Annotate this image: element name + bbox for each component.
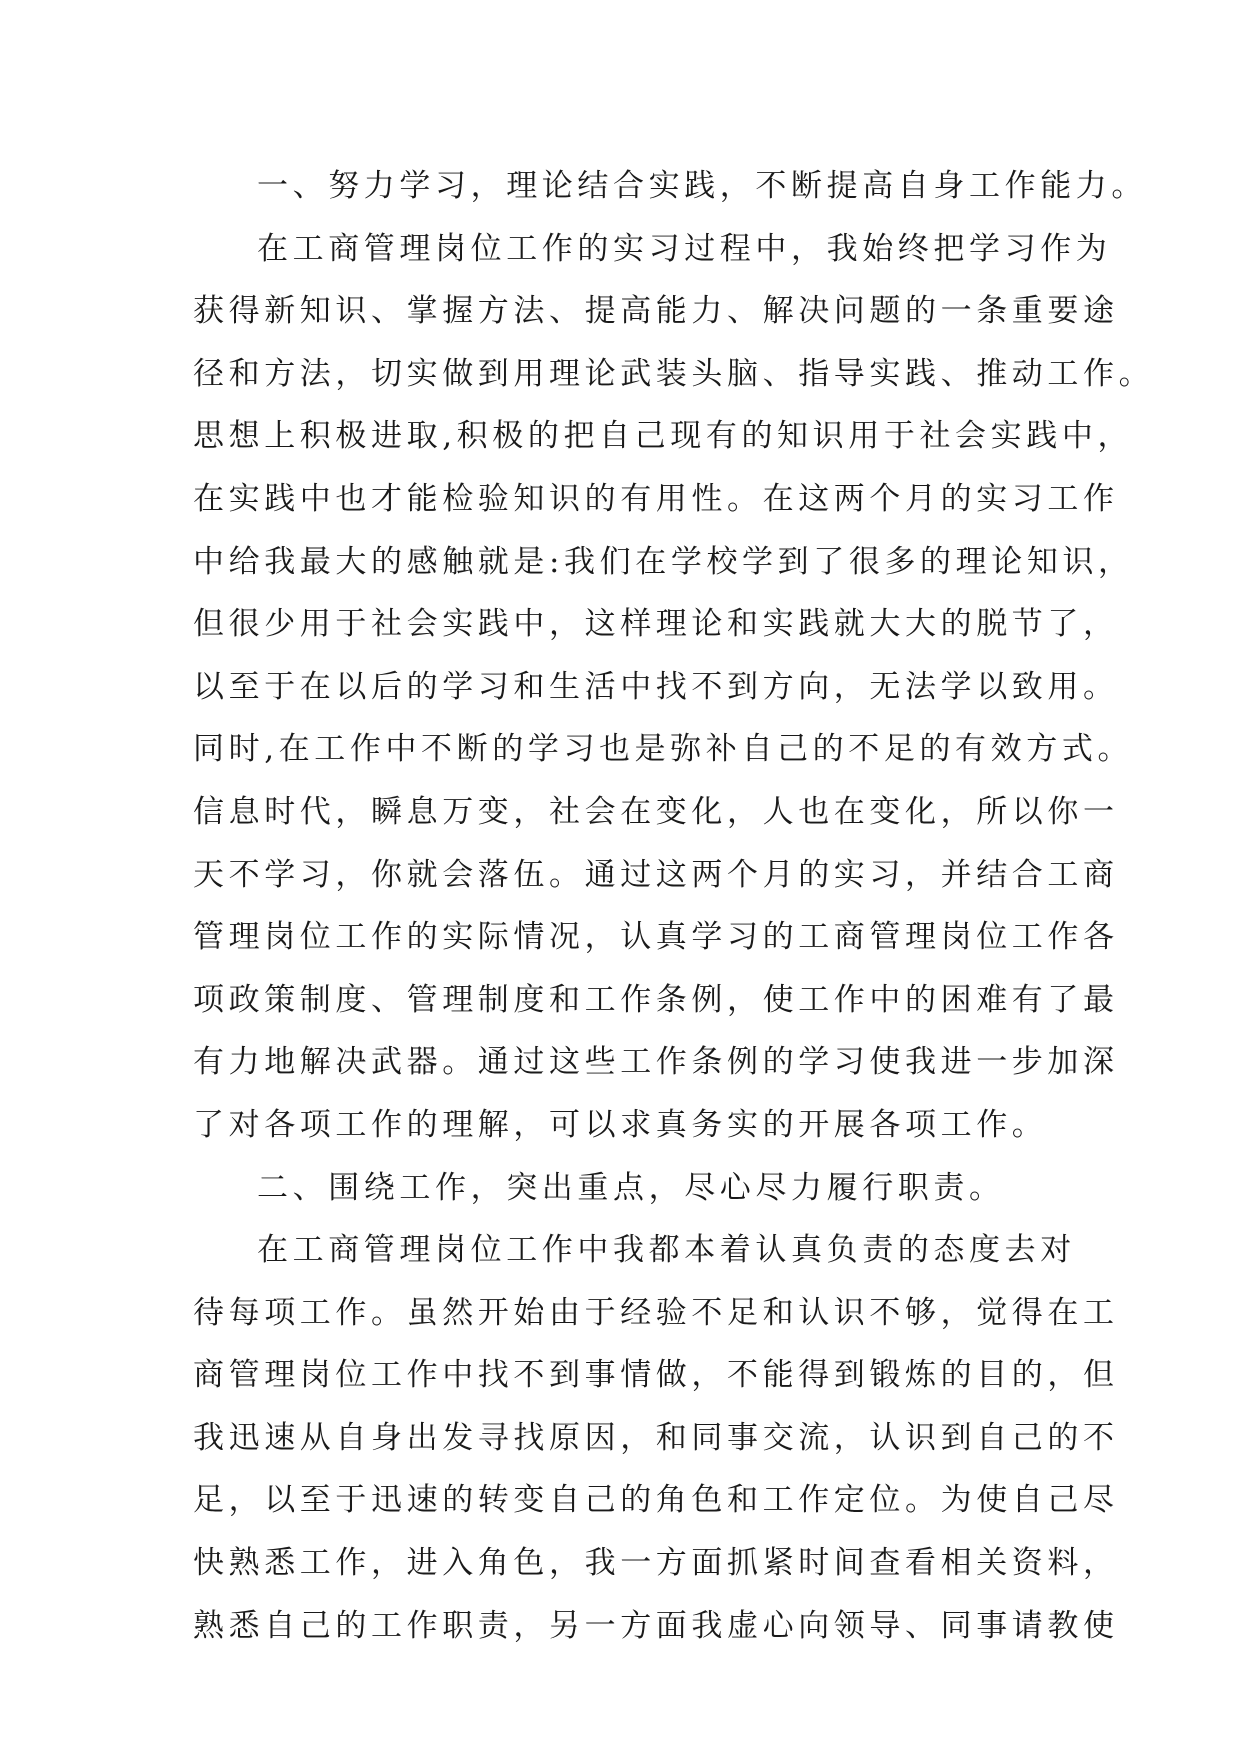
paragraph-line: 足，以至于迅速的转变自己的角色和工作定位。为使自己尽: [193, 1482, 1119, 1519]
paragraph-line: 获得新知识、掌握方法、提高能力、解决问题的一条重要途: [193, 293, 1119, 330]
paragraph-line: 思想上积极进取,积极的把自己现有的知识用于社会实践中，: [193, 418, 1134, 455]
paragraph-line: 但很少用于社会实践中，这样理论和实践就大大的脱节了，: [193, 606, 1119, 643]
paragraph-line: 熟悉自己的工作职责，另一方面我虚心向领导、同事请教使: [193, 1607, 1119, 1644]
paragraph-line: 项政策制度、管理制度和工作条例，使工作中的困难有了最: [193, 981, 1119, 1018]
paragraph-line: 信息时代，瞬息万变，社会在变化，人也在变化，所以你一: [193, 793, 1119, 830]
paragraph-line: 天不学习，你就会落伍。通过这两个月的实习，并结合工商: [193, 856, 1119, 893]
paragraph-line: 径和方法，切实做到用理论武装头脑、指导实践、推动工作。: [193, 355, 1155, 392]
paragraph-line: 同时,在工作中不断的学习也是弥补自己的不足的有效方式。: [193, 731, 1134, 768]
paragraph-line: 中给我最大的感触就是:我们在学校学到了很多的理论知识，: [193, 543, 1134, 580]
paragraph-line: 了对各项工作的理解，可以求真务实的开展各项工作。: [193, 1106, 1048, 1143]
paragraph-line: 待每项工作。虽然开始由于经验不足和认识不够，觉得在工: [193, 1294, 1119, 1331]
paragraph-line: 在实践中也才能检验知识的有用性。在这两个月的实习工作: [193, 480, 1119, 517]
section-heading-2: 二、围绕工作，突出重点，尽心尽力履行职责。: [257, 1169, 1005, 1206]
paragraph-line: 有力地解决武器。通过这些工作条例的学习使我进一步加深: [193, 1044, 1119, 1081]
paragraph-line: 我迅速从自身出发寻找原因，和同事交流，认识到自己的不: [193, 1419, 1119, 1456]
section-heading-1: 一、努力学习，理论结合实践，不断提高自身工作能力。: [257, 168, 1147, 204]
paragraph-line: 管理岗位工作的实际情况，认真学习的工商管理岗位工作各: [193, 919, 1119, 956]
paragraph-line: 在工商管理岗位工作中我都本着认真负责的态度去对: [257, 1232, 1076, 1269]
paragraph-line: 快熟悉工作，进入角色，我一方面抓紧时间查看相关资料，: [193, 1545, 1119, 1582]
body-text: [193, 155, 1155, 1657]
paragraph-line: 在工商管理岗位工作的实习过程中，我始终把学习作为: [257, 230, 1112, 267]
paragraph-line: 商管理岗位工作中找不到事情做，不能得到锻炼的目的，但: [193, 1357, 1119, 1394]
paragraph-line: 以至于在以后的学习和生活中找不到方向，无法学以致用。: [193, 668, 1119, 705]
